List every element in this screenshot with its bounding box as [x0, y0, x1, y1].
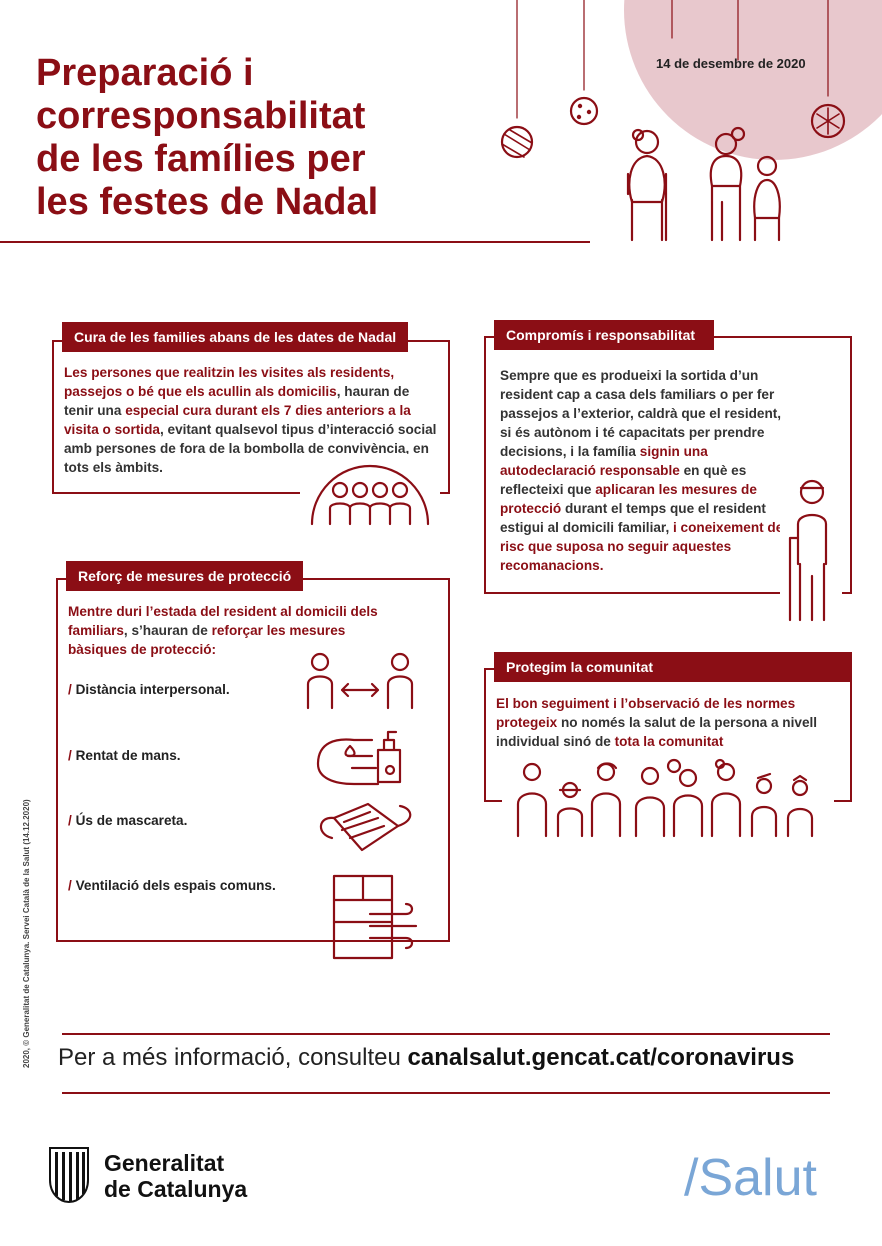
generalitat-logo — [48, 1146, 90, 1204]
measure-item-ventilation: / Ventilació dels espais comuns. — [68, 878, 276, 893]
measure-item-mask: / Ús de mascareta. — [68, 813, 188, 828]
measure-item-distance: / Distància interpersonal. — [68, 682, 230, 697]
cura-header: Cura de les families abans de les dates de Nadal — [62, 322, 408, 352]
measure-item-handwash: / Rentat de mans. — [68, 748, 181, 763]
distance-icon — [300, 650, 420, 710]
group-icon — [300, 454, 440, 526]
comunitat-text: El bon seguiment i l’observació de les normes protegeix no només la salut de la persona a nivell individual sinó de tota la comunitat — [496, 696, 818, 749]
salut-brand: /Salut — [684, 1149, 817, 1207]
more-info-link[interactable]: canalsalut.gencat.cat/coronavirus — [407, 1044, 795, 1071]
comunitat-rule-right — [834, 800, 852, 802]
reforc-text: Mentre duri l’estada del resident al domicili dels familiars, s’hauran de reforçar les mesures bàsiques de protecció: — [68, 604, 378, 657]
window-ventilation-icon — [330, 872, 420, 962]
community-icon — [512, 758, 822, 838]
comunitat-header: Protegim la comunitat — [494, 652, 852, 682]
elderly-person-icon — [780, 476, 842, 624]
compromis-header: Compromís i responsabilitat — [494, 320, 714, 350]
footer-rule-bottom — [62, 1092, 830, 1094]
organization-name: Generalitat de Catalunya — [104, 1150, 248, 1202]
publication-date: 14 de desembre de 2020 — [656, 56, 806, 71]
mask-icon — [312, 800, 416, 858]
footer-rule-top — [62, 1033, 830, 1035]
reforc-header: Reforç de mesures de protecció — [66, 561, 303, 591]
comunitat-rule-left — [484, 800, 502, 802]
more-info-text: Per a més informació, consulteu canalsalut.gencat.cat/coronavirus — [58, 1044, 795, 1071]
page-title: Preparació i corresponsabilitat de les famílies per les festes de Nadal — [36, 52, 379, 223]
title-rule — [0, 241, 590, 243]
copyright-text: 2020, © Generalitat de Catalunya. Servei Català de la Salut (14.12.2020) — [22, 799, 31, 1068]
handwash-icon — [314, 722, 414, 788]
family-icon — [616, 122, 796, 246]
cura-text: Les persones que realitzin les visites als residents, passejos o bé que els acullin als domicilis, hauran de tenir una especial cura durant els 7 dies anteriors a la visita o sortida, evitant qualsevol tipus d’interacció social amb persones de fora de la bombolla de convivència, en tots els àmbits. — [64, 365, 437, 475]
compromis-text: Sempre que es produeixi la sortida d’un resident cap a casa dels familiars o per fer passejos a l’exterior, caldrà que el resident, si és autònom i té capacitats per prendre decisions, i la família signin una autodeclaració responsable en què es reflecteixi que aplicaran les mesures de protecció durant el temps que el resident estigui al domicili familiar, i coneixement del risc que suposa no seguir aquestes recomanacions. — [500, 368, 788, 573]
